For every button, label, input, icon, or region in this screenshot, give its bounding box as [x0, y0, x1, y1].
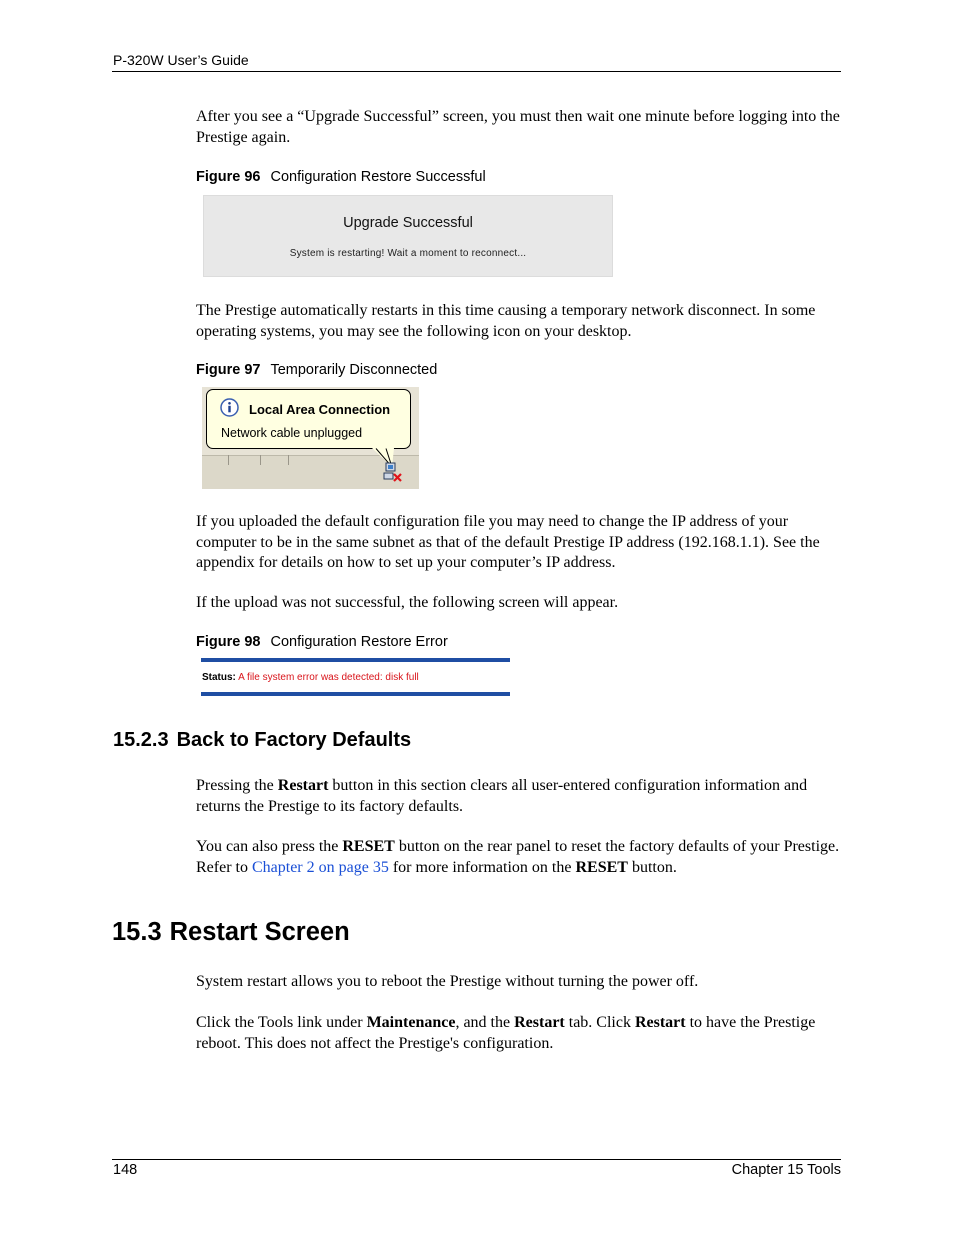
- section-number: 15.3: [112, 918, 162, 946]
- paragraph-default-config-ip: If you uploaded the default configuration file you may need to change the IP address of your computer to be in the same subnet as that of the default Prestige IP address (192.168.1.1). See the appendix for details on how to set up your computer’s IP address.: [196, 513, 820, 571]
- paragraph-restart-instructions: [196, 1013, 841, 1054]
- figure-98-restore-error-screen: [201, 658, 510, 697]
- figure-title: Configuration Restore Successful: [270, 169, 486, 185]
- figure-number: Figure 98: [196, 634, 261, 650]
- status-label: Status:: [202, 672, 236, 683]
- figure-97-disconnected-balloon: [202, 387, 419, 489]
- text-run: to have the Prestige reboot. This does not affect the Prestige's configuration.: [196, 1014, 816, 1052]
- bold-term: RESET: [575, 858, 628, 876]
- balloon-title: Local Area Connection: [249, 402, 391, 417]
- section-title: Restart Screen: [169, 918, 350, 946]
- bold-term: Maintenance: [366, 1014, 456, 1031]
- taskbar-divider: [228, 455, 229, 465]
- taskbar-divider: [260, 455, 261, 465]
- text-run: You can also press the: [196, 838, 343, 855]
- bold-term: RESET: [342, 838, 395, 855]
- figure-96-upgrade-successful-screen: [203, 195, 613, 277]
- section-heading-15-2-3: [113, 729, 411, 752]
- status-top-bar: [201, 658, 510, 662]
- taskbar-divider: [288, 455, 289, 465]
- text-run: button on the rear panel to reset the factory defaults of your Prestige. Refer to: [196, 838, 840, 876]
- figure-title: Temporarily Disconnected: [270, 362, 438, 378]
- text-run: for more information on the: [388, 858, 576, 876]
- paragraph-reset-button: [196, 837, 841, 878]
- bold-term: Restart: [514, 1014, 565, 1031]
- paragraph-restart-button: [196, 776, 841, 817]
- info-icon: [220, 398, 239, 417]
- network-disconnected-icon: [381, 461, 403, 483]
- figure-96-caption: [196, 169, 486, 185]
- text-run: button.: [627, 858, 677, 876]
- section-number: 15.2.3: [113, 729, 169, 751]
- bold-term: Restart: [634, 1014, 686, 1031]
- header-rule: [112, 71, 841, 72]
- balloon-message: Network cable unplugged: [221, 426, 363, 440]
- figure-number: Figure 97: [196, 362, 261, 378]
- figure-title: Configuration Restore Error: [270, 634, 448, 650]
- figure-98-caption: [196, 634, 448, 650]
- bold-term: Restart: [277, 777, 329, 794]
- text-run: , and the: [455, 1014, 515, 1031]
- paragraph-upgrade-wait: After you see a “Upgrade Successful” screen, you must then wait one minute before logging into the Prestige again.: [196, 108, 840, 146]
- figure-number: Figure 96: [196, 169, 261, 185]
- paragraph-upload-failed: If the upload was not successful, the following screen will appear.: [196, 594, 619, 611]
- status-bottom-bar: [201, 692, 510, 696]
- figure-97-caption: [196, 362, 437, 378]
- footer-chapter: Chapter 15 Tools: [731, 1162, 841, 1178]
- section-heading-15-3: [112, 918, 350, 947]
- footer-rule: [112, 1159, 841, 1160]
- status-value: A file system error was detected: disk full: [238, 672, 419, 683]
- text-run: button in this section clears all user-entered configuration information and returns the Prestige to its factory defaults.: [196, 777, 808, 815]
- text-run: tab. Click: [564, 1014, 635, 1031]
- notification-balloon: [206, 389, 411, 449]
- text-run: Click the Tools link under: [196, 1014, 367, 1031]
- page-number: 148: [113, 1162, 138, 1178]
- status-line: [202, 672, 419, 683]
- text-run: Pressing the: [196, 777, 278, 794]
- screen-title: Upgrade Successful: [343, 215, 473, 231]
- screen-message: System is restarting! Wait a moment to reconnect...: [289, 248, 527, 259]
- section-title: Back to Factory Defaults: [176, 729, 412, 751]
- paragraph-system-restart: System restart allows you to reboot the Prestige without turning the power off.: [196, 973, 699, 990]
- running-header: P-320W User’s Guide: [113, 52, 249, 68]
- paragraph-auto-restart: The Prestige automatically restarts in this time causing a temporary network disconnect. In some operating systems, you may see the following icon on your desktop.: [196, 302, 816, 340]
- chapter-2-link[interactable]: Chapter 2 on page 35: [251, 858, 389, 876]
